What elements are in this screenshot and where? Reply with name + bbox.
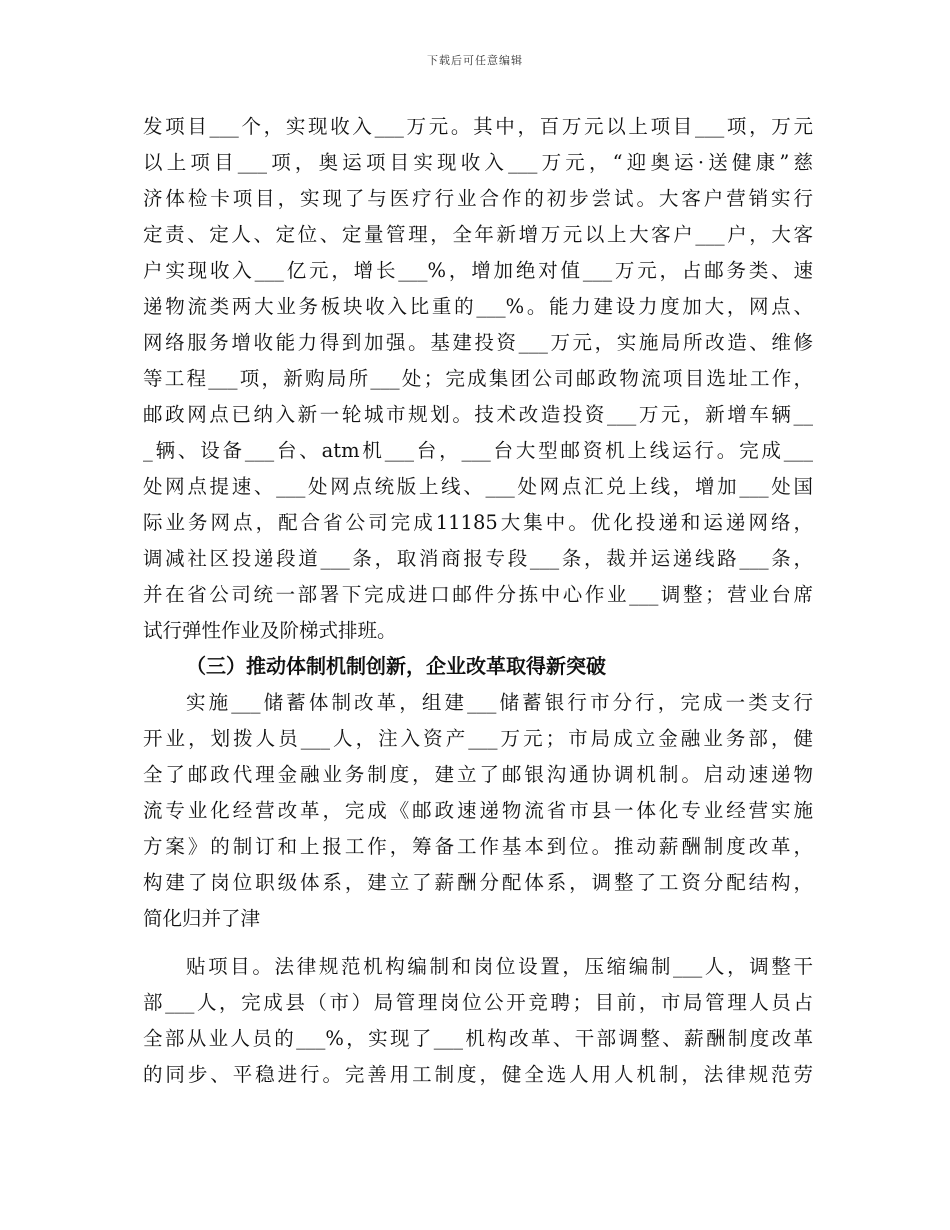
body-line: 全部从业人员的___%，实现了___机构改革、干部调整、薪酬制度改革	[143, 1027, 813, 1050]
page-header: 下载后可任意编辑	[427, 54, 523, 67]
body-line: 流专业化经营改革，完成《邮政速递物流省市县一体化专业经营实施	[143, 799, 813, 822]
body-line: 调减社区投递段道___条，取消商报专段___条，裁并运递线路___条，	[143, 547, 813, 570]
body-line: 户实现收入___亿元，增长___%，增加绝对值___万元，占邮务类、速	[143, 259, 813, 282]
body-line: 以上项目___项，奥运项目实现收入___万元，“迎奥运·送健康”慈	[143, 151, 813, 174]
body-line: 递物流类两大业务板块收入比重的___%。能力建设力度加大，网点、	[143, 295, 813, 318]
body-line: 处网点提速、___处网点统版上线、___处网点汇兑上线，增加___处国	[143, 475, 813, 498]
body-line: 全了邮政代理金融业务制度，建立了邮银沟通协调机制。启动速递物	[143, 763, 813, 786]
body-line: 发项目___个，实现收入___万元。其中，百万元以上项目___项，万元	[143, 115, 813, 138]
body-line: 开业，划拨人员___人，注入资产___万元；市局成立金融业务部，健	[143, 727, 813, 750]
body-line: 试行弹性作业及阶梯式排班。	[143, 619, 397, 642]
body-line: 并在省公司统一部署下完成进口邮件分拣中心作业___调整；营业台席	[143, 583, 813, 606]
body-line: 部___人，完成县（市）局管理岗位公开竞聘；目前，市局管理人员占	[143, 991, 813, 1014]
body-line: 简化归并了津	[143, 907, 261, 930]
body-line: 方案》的制订和上报工作，筹备工作基本到位。推动薪酬制度改革，	[143, 835, 813, 858]
body-line: 构建了岗位职级体系，建立了薪酬分配体系，调整了工资分配结构，	[143, 871, 813, 894]
body-line: 网络服务增收能力得到加强。基建投资___万元，实施局所改造、维修	[143, 331, 813, 354]
body-line: 实施___储蓄体制改革，组建___储蓄银行市分行，完成一类支行	[186, 691, 813, 714]
body-line: 济体检卡项目，实现了与医疗行业合作的初步尝试。大客户营销实行	[143, 187, 813, 210]
body-line: 邮政网点已纳入新一轮城市规划。技术改造投资___万元，新增车辆__	[143, 403, 813, 426]
body-line: 定责、定人、定位、定量管理，全年新增万元以上大客户___户，大客	[143, 223, 813, 246]
body-line: 际业务网点，配合省公司完成11185大集中。优化投递和运递网络，	[143, 511, 813, 534]
body-line: _辆、设备___台、atm机___台，___台大型邮资机上线运行。完成___	[143, 439, 813, 462]
body-line: 的同步、平稳进行。完善用工制度，健全选人用人机制，法律规范劳	[143, 1063, 813, 1086]
body-line: 贴项目。法律规范机构编制和岗位设置，压缩编制___人，调整干	[186, 955, 813, 978]
body-line: 等工程___项，新购局所___处；完成集团公司邮政物流项目选址工作，	[143, 367, 813, 390]
section-heading: （三）推动体制机制创新，企业改革取得新突破	[186, 654, 606, 678]
